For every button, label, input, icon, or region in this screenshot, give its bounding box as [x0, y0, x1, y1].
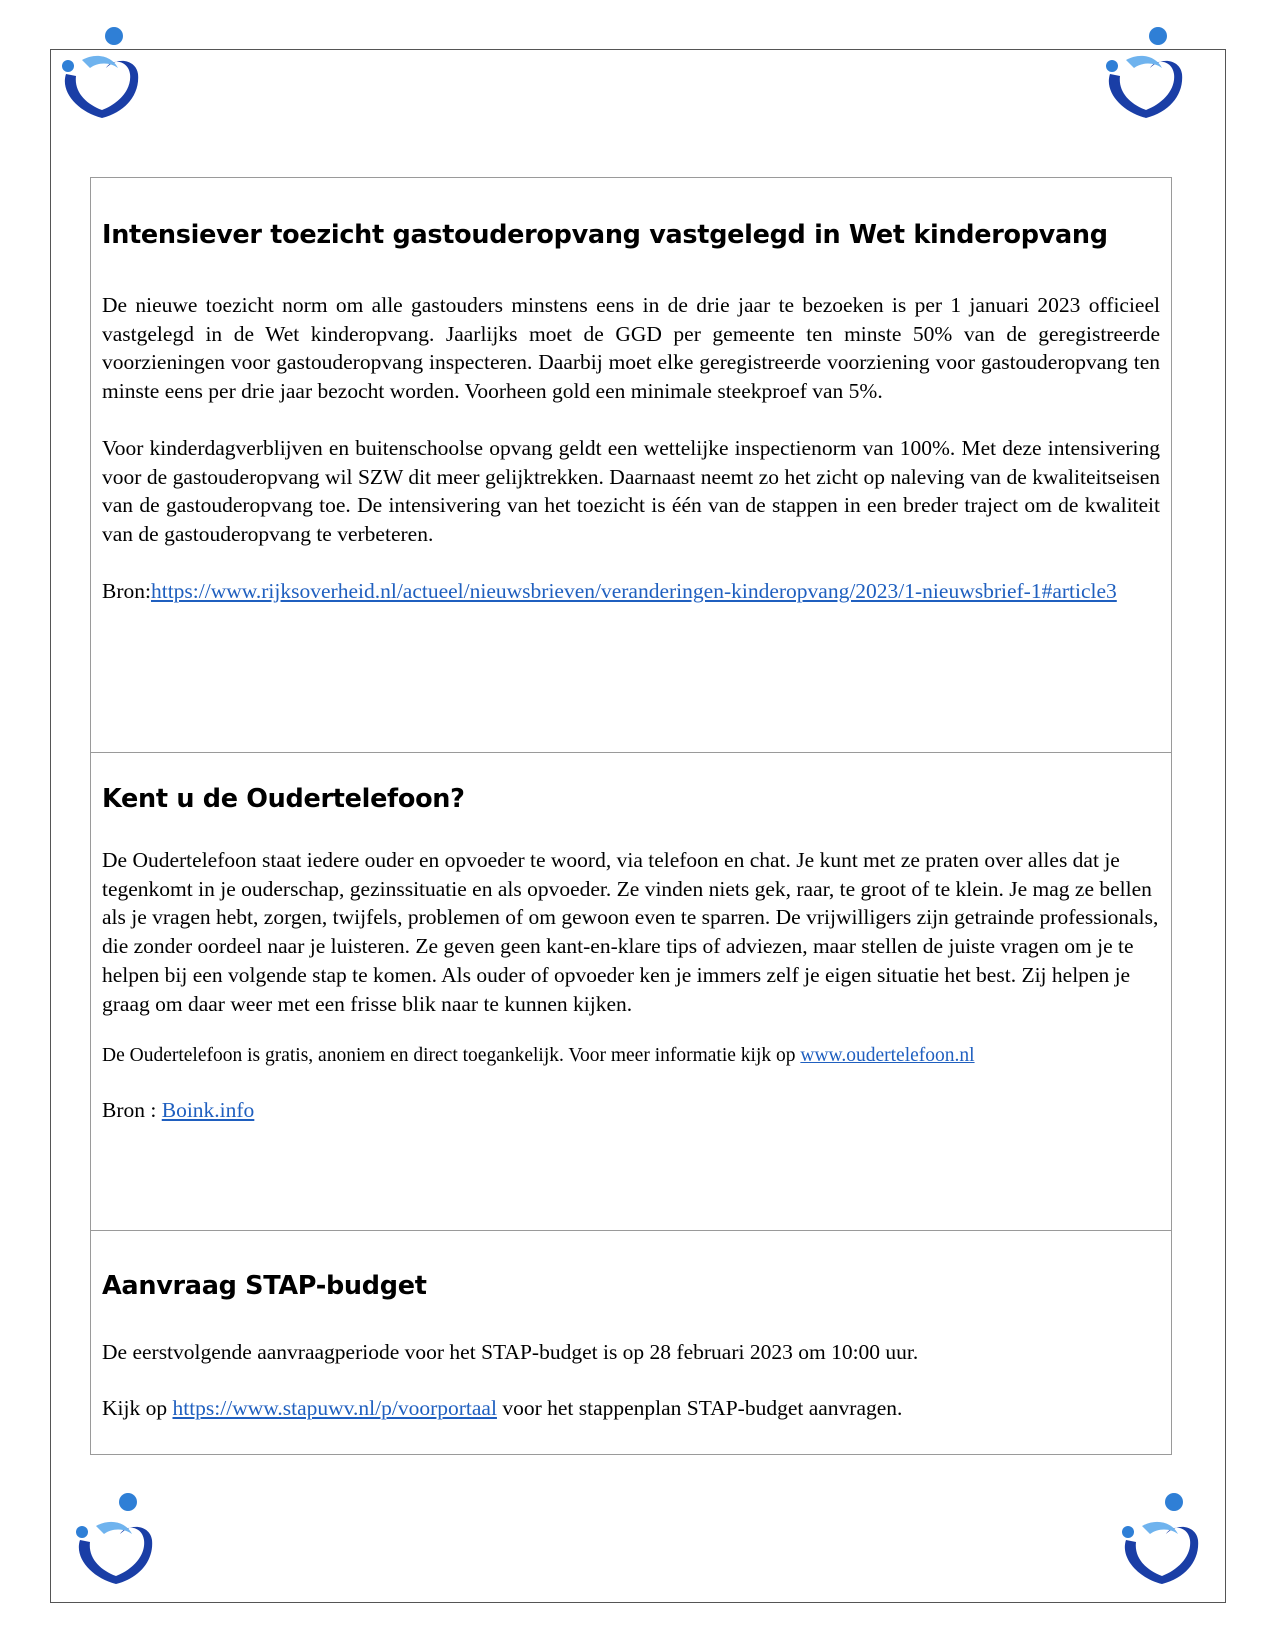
source-link[interactable]: https://www.rijksoverheid.nl/actueel/nieuwsbrieven/veranderingen-kinderopvang/2023/1-nieuwsbrief-1#article3 [150, 578, 1117, 603]
source-line [102, 577, 1160, 606]
source-line [102, 1096, 1160, 1125]
article-oudertelefoon [91, 752, 1171, 1230]
info-text: Kijk op [102, 1395, 173, 1420]
logo-heart-icon-bottom-left [70, 1488, 160, 1588]
source-label: Bron : [102, 1098, 162, 1123]
source-label: Bron: [102, 578, 151, 603]
stap-info-line [102, 1394, 1160, 1423]
article-title: Kent u de Oudertelefoon? [102, 784, 465, 814]
article-title: Intensiever toezicht gastouderopvang vastgelegd in Wet kinderopvang [102, 220, 1108, 250]
article-paragraph: Voor kinderdagverblijven en buitenschoolse opvang geldt een wettelijke inspectienorm van 100%. Met deze intensivering voor de gastouderopvang wil SZW dit meer gelijktrekken. Daarnaast neemt zo het zicht op naleving van de kwaliteitseisen van de gastouderopvang toe. De intensivering van het toezicht is één van de stappen in een breder traject om de kwaliteit van de gastouderopvang te verbeteren. [102, 435, 1160, 546]
logo-heart-icon-top-left [56, 22, 146, 122]
article-paragraph: De eerstvolgende aanvraagperiode voor het STAP-budget is op 28 februari 2023 om 10:00 uur. [102, 1340, 919, 1364]
article-stap-budget [91, 1230, 1171, 1456]
stapuwv-link[interactable]: https://www.stapuwv.nl/p/voorportaal [172, 1395, 497, 1420]
logo-heart-icon-bottom-right [1116, 1488, 1206, 1588]
oudertelefoon-link[interactable]: www.oudertelefoon.nl [800, 1045, 975, 1067]
boink-link[interactable]: Boink.info [161, 1098, 255, 1123]
info-line [102, 1043, 1160, 1069]
info-text: De Oudertelefoon is gratis, anoniem en direct toegankelijk. Voor meer informatie kijk op [102, 1045, 801, 1067]
newsletter-table [90, 177, 1172, 1455]
logo-heart-icon-top-right [1100, 22, 1190, 122]
info-text: voor het stappenplan STAP-budget aanvragen. [496, 1395, 903, 1420]
article-paragraph: De Oudertelefoon staat iedere ouder en opvoeder te woord, via telefoon en chat. Je kunt met ze praten over alles dat je tegenkomt in je ouderschap, gezinssituatie en als opvoeder. Ze vinden niets gek, raar, te groot of te klein. Je mag ze bellen als je vragen hebt, zorgen, twijfels, problemen of om gewoon even te sparren. De vrijwilligers zijn getrainde professionals, die zonder oordeel naar je luisteren. Ze geven geen kant-en-klare tips of adviezen, maar stellen de juiste vragen om je te helpen bij een volgende stap te komen. Als ouder of opvoeder ken je immers zelf je eigen situatie het best. Zij helpen je graag om daar weer met een frisse blik naar te kunnen kijken. [102, 848, 1159, 1016]
article-title: Aanvraag STAP-budget [102, 1271, 427, 1301]
article-toezicht [91, 178, 1171, 752]
article-paragraph: De nieuwe toezicht norm om alle gastouders minstens eens in de drie jaar te bezoeken is per 1 januari 2023 officieel vastgelegd in de Wet kinderopvang. Jaarlijks moet de GGD per gemeente ten minste 50% van de geregistreerde voorzieningen voor gastouderopvang inspecteren. Daarbij moet elke geregistreerde voorziening voor gastouderopvang ten minste eens per drie jaar bezocht worden. Voorheen gold een minimale steekproef van 5%. [102, 293, 1160, 404]
